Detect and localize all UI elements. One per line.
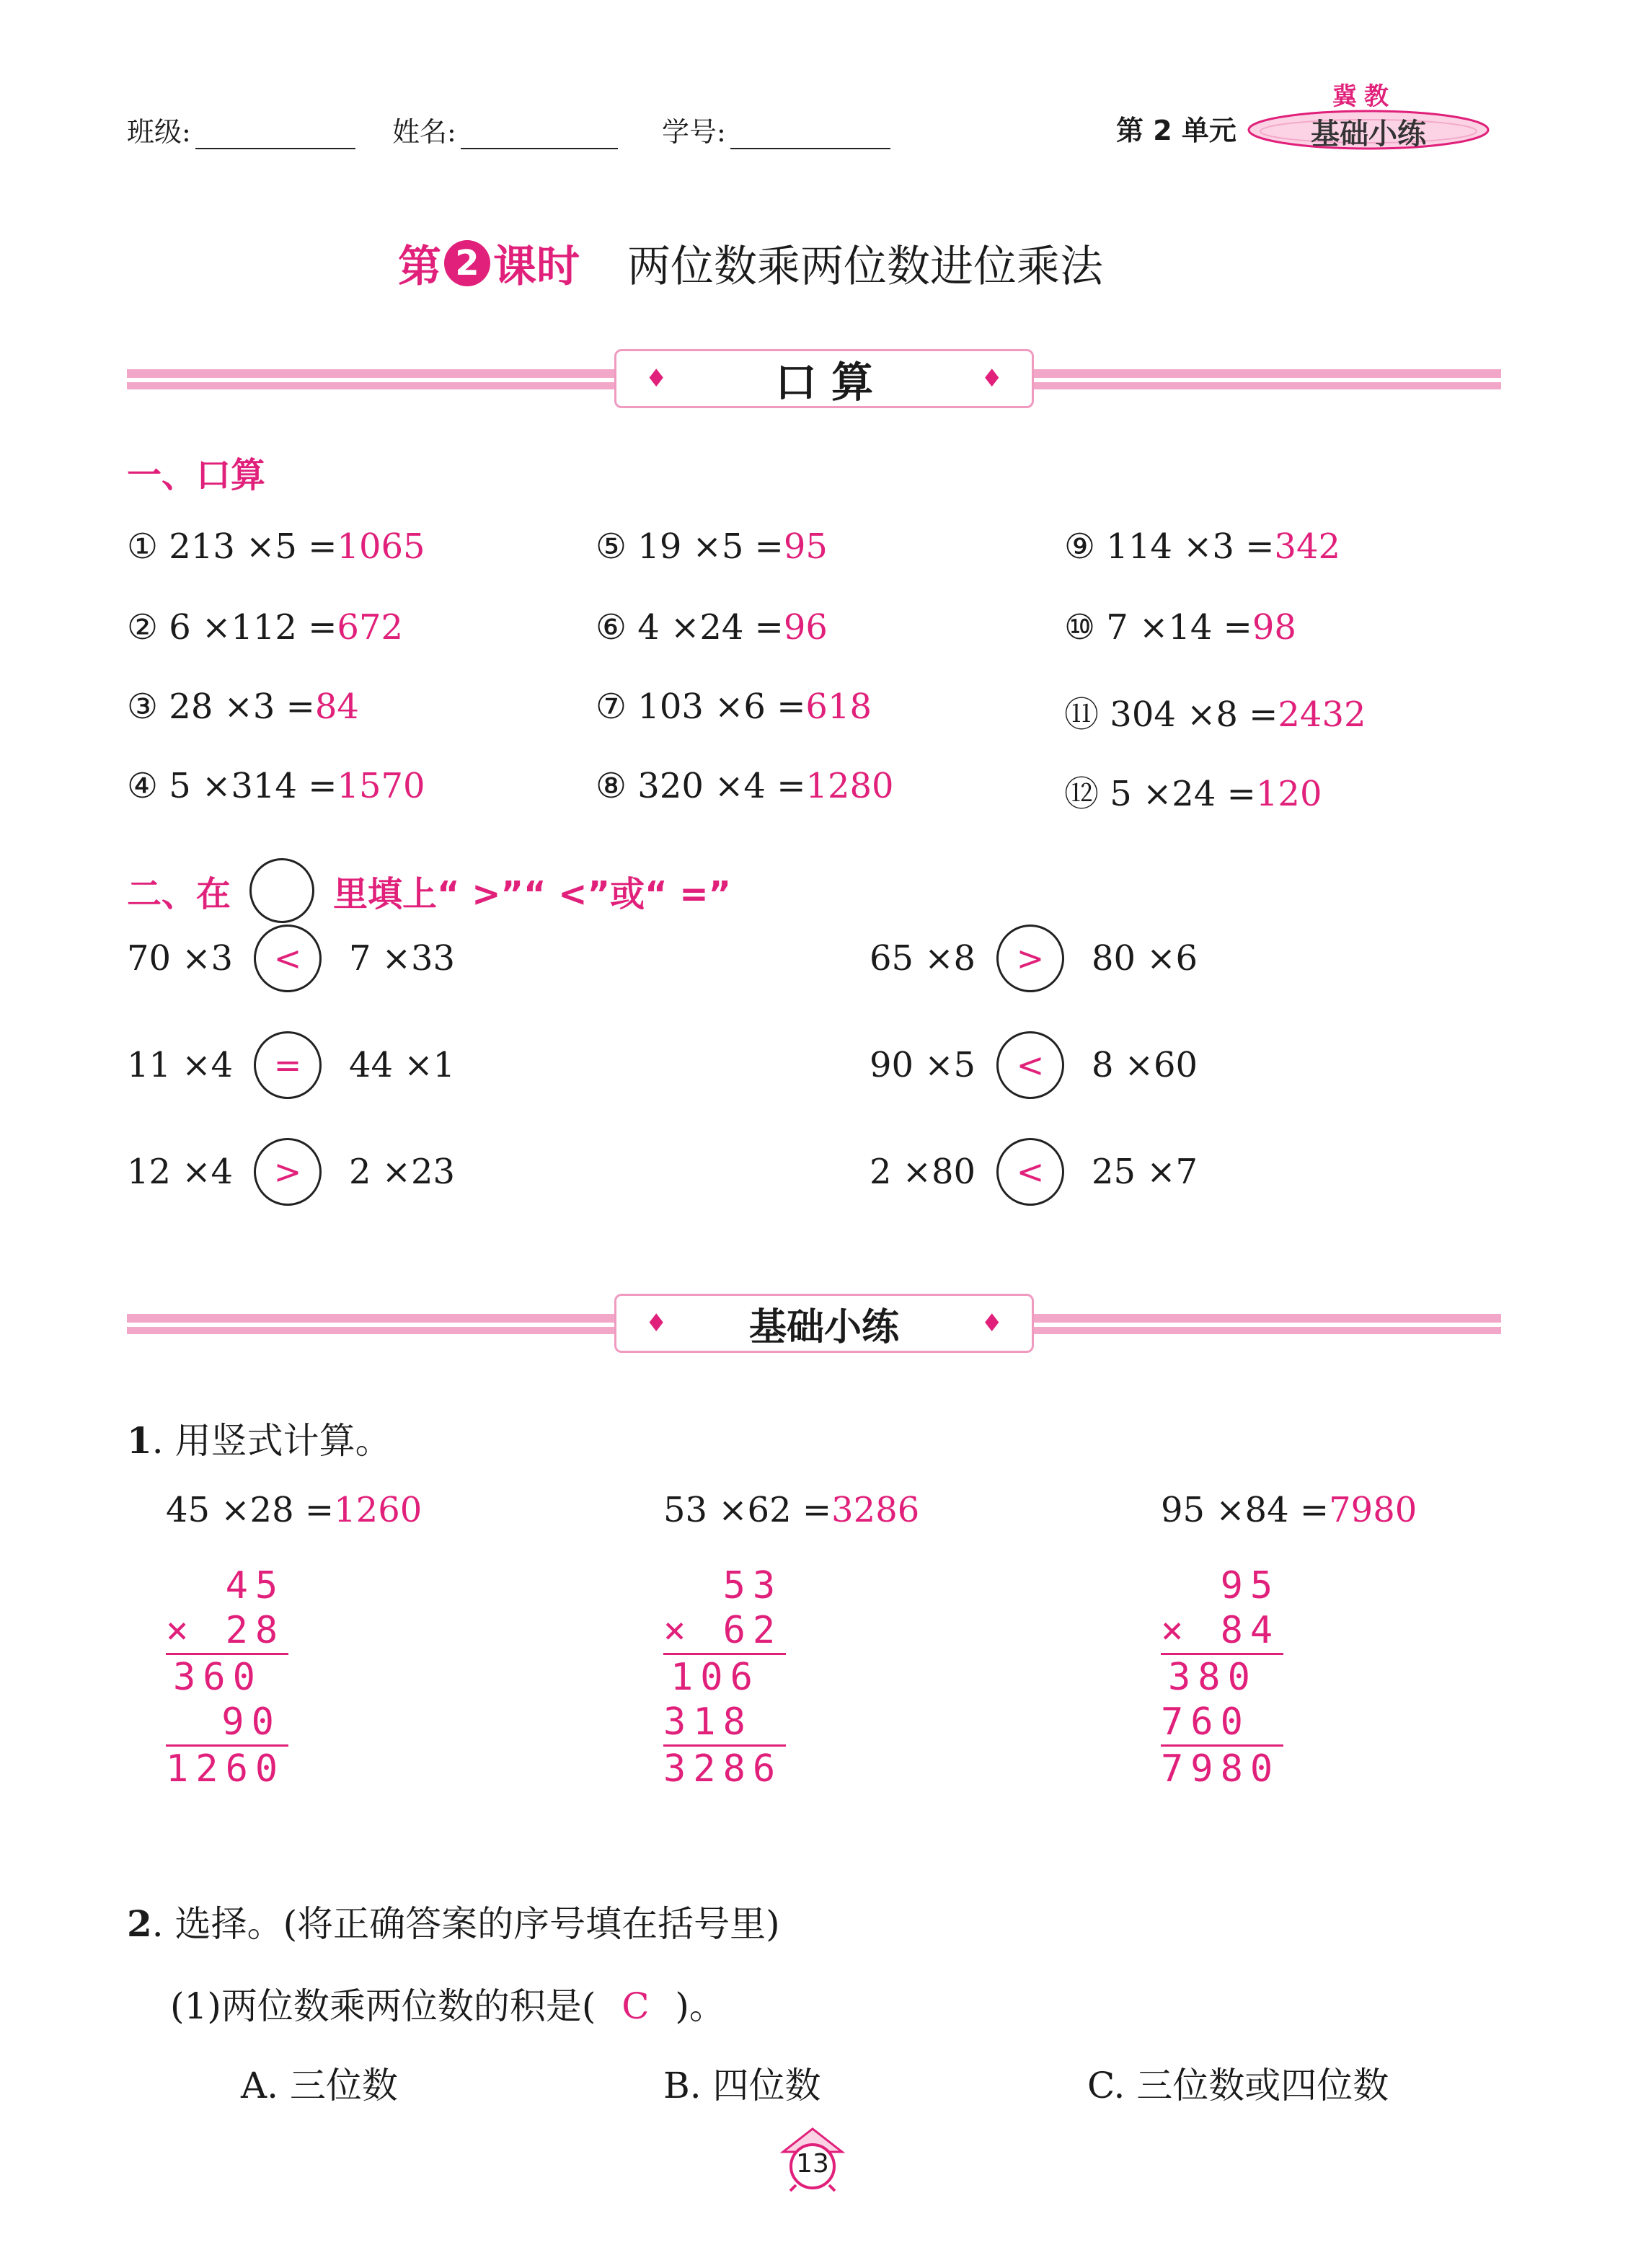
compare-item: 2 ×80 < 25 ×7 <box>870 1138 1198 1206</box>
lesson-number-badge: 2 <box>444 240 490 286</box>
page-number: 13 <box>796 2149 829 2179</box>
oral-item: ⑧ 320 ×4 =1280 <box>596 766 894 806</box>
diamond-icon: ♦ <box>981 364 1003 393</box>
calc-row: 7980 <box>1161 1744 1283 1791</box>
calc-row: 760 <box>1161 1700 1250 1744</box>
compare-circle[interactable]: < <box>996 1138 1064 1206</box>
calc-row: × 28 <box>166 1609 286 1652</box>
vertical-calc <box>166 1563 288 1791</box>
calc-row: 90 <box>192 1700 281 1744</box>
compare-item: 11 ×4 = 44 ×1 <box>127 1031 455 1099</box>
id-blank[interactable] <box>730 116 890 149</box>
diamond-icon: ♦ <box>645 1309 668 1338</box>
answer-slot[interactable]: C <box>621 1985 650 2027</box>
calc-row: × 84 <box>1161 1609 1280 1652</box>
oral-answer[interactable]: 84 <box>314 687 359 727</box>
calc-row: 380 <box>1161 1653 1283 1700</box>
oral-answer[interactable]: 618 <box>805 687 872 727</box>
oral-answer[interactable]: 672 <box>337 607 404 648</box>
option-c[interactable]: C. 三位数或四位数 <box>1087 2065 1389 2106</box>
calc-answer[interactable]: 1260 <box>334 1490 423 1530</box>
diamond-icon: ♦ <box>645 364 668 393</box>
diamond-icon: ♦ <box>981 1309 1003 1338</box>
class-blank[interactable] <box>195 116 355 149</box>
compare-circle[interactable]: < <box>254 925 322 992</box>
calc-equation: 53 ×62 =3286 <box>663 1490 920 1530</box>
oral-item: ① 213 ×5 =1065 <box>127 526 425 567</box>
oral-answer[interactable]: 95 <box>783 526 828 567</box>
oral-item: ⑦ 103 ×6 =618 <box>596 687 872 727</box>
calc-row: 106 <box>663 1653 786 1700</box>
badge-logo <box>1246 108 1491 151</box>
vertical-calc <box>663 1563 786 1791</box>
oral-item: ⑤ 19 ×5 =95 <box>596 526 828 567</box>
option-a[interactable]: A. 三位数 <box>241 2065 398 2106</box>
id-field: 学号: <box>662 110 890 149</box>
lesson-main-title: 两位数乘两位数进位乘法 <box>627 242 1103 292</box>
calc-row: 95 <box>1161 1564 1280 1607</box>
oral-answer[interactable]: 120 <box>1255 774 1322 814</box>
name-field: 姓名: <box>392 110 618 149</box>
oral-item: ② 6 ×112 =672 <box>127 607 404 648</box>
calc-row: 45 <box>166 1564 286 1607</box>
compare-circle[interactable]: < <box>996 1031 1064 1099</box>
oral-item: ④ 5 ×314 =1570 <box>127 766 425 806</box>
question-2: 2. 选择。(将正确答案的序号填在括号里) <box>127 1902 780 1945</box>
calc-equation: 45 ×28 =1260 <box>166 1490 423 1530</box>
class-field: 班级: <box>127 110 355 149</box>
oral-answer[interactable]: 1065 <box>337 526 425 567</box>
oral-answer[interactable]: 1280 <box>805 766 894 806</box>
compare-item: 70 ×3 < 7 ×33 <box>127 925 455 992</box>
calc-equation: 95 ×84 =7980 <box>1161 1490 1417 1530</box>
name-blank[interactable] <box>461 116 618 149</box>
oral-item: ⑨ 114 ×3 =342 <box>1064 526 1341 567</box>
calc-row: × 62 <box>663 1609 783 1652</box>
compare-circle[interactable]: = <box>254 1031 322 1099</box>
calc-row: 3286 <box>663 1744 786 1791</box>
badge-text: 基础小练 <box>1311 118 1426 151</box>
question-2-1: (1)两位数乘两位数的积是( C )。 <box>170 1985 725 2027</box>
oral-answer[interactable]: 2432 <box>1278 694 1366 735</box>
compare-item: 65 ×8 > 80 ×6 <box>870 925 1198 992</box>
oral-item: ⑩ 7 ×14 =98 <box>1064 607 1296 648</box>
vertical-calc <box>1161 1563 1283 1791</box>
calc-answer[interactable]: 3286 <box>831 1490 920 1530</box>
oral-answer[interactable]: 96 <box>783 607 828 648</box>
section-heading-compare: 二、在 里填上“ >”“ <”或“ =” <box>127 858 731 923</box>
calc-row: 360 <box>166 1653 288 1700</box>
question-1: 1. 用竖式计算。 <box>127 1419 391 1462</box>
section-bar-oral-box: ♦ 口 算 ♦ <box>614 349 1034 408</box>
compare-item: 90 ×5 < 8 ×60 <box>870 1031 1198 1099</box>
oral-item: ③ 28 ×3 =84 <box>127 687 359 727</box>
compare-item: 12 ×4 > 2 ×23 <box>127 1138 455 1206</box>
oral-item: ⑪ 304 ×8 =2432 <box>1064 694 1366 735</box>
section-bar-practice-box: ♦ 基础小练 ♦ <box>614 1294 1034 1353</box>
oral-item: ⑥ 4 ×24 =96 <box>596 607 828 648</box>
calc-row: 1260 <box>166 1744 288 1791</box>
page-number-badge <box>780 2127 845 2192</box>
lesson-title: 第 2 课时 两位数乘两位数进位乘法 <box>398 232 1103 294</box>
calc-answer[interactable]: 7980 <box>1329 1490 1417 1530</box>
section-heading-oral: 一、口算 <box>127 455 266 495</box>
empty-circle-icon <box>249 858 314 923</box>
unit-label: 第 2 单元 <box>1116 115 1237 146</box>
oral-item: ⑫ 5 ×24 =120 <box>1064 774 1322 814</box>
compare-circle[interactable]: > <box>996 925 1064 992</box>
compare-circle[interactable]: > <box>254 1138 322 1206</box>
option-b[interactable]: B. 四位数 <box>663 2065 821 2106</box>
badge-publisher: 冀教 <box>1332 82 1396 111</box>
calc-row: 318 <box>663 1700 753 1744</box>
calc-row: 53 <box>663 1564 783 1607</box>
oral-answer[interactable]: 98 <box>1252 607 1296 648</box>
oral-answer[interactable]: 342 <box>1274 526 1341 567</box>
oral-answer[interactable]: 1570 <box>337 766 425 806</box>
